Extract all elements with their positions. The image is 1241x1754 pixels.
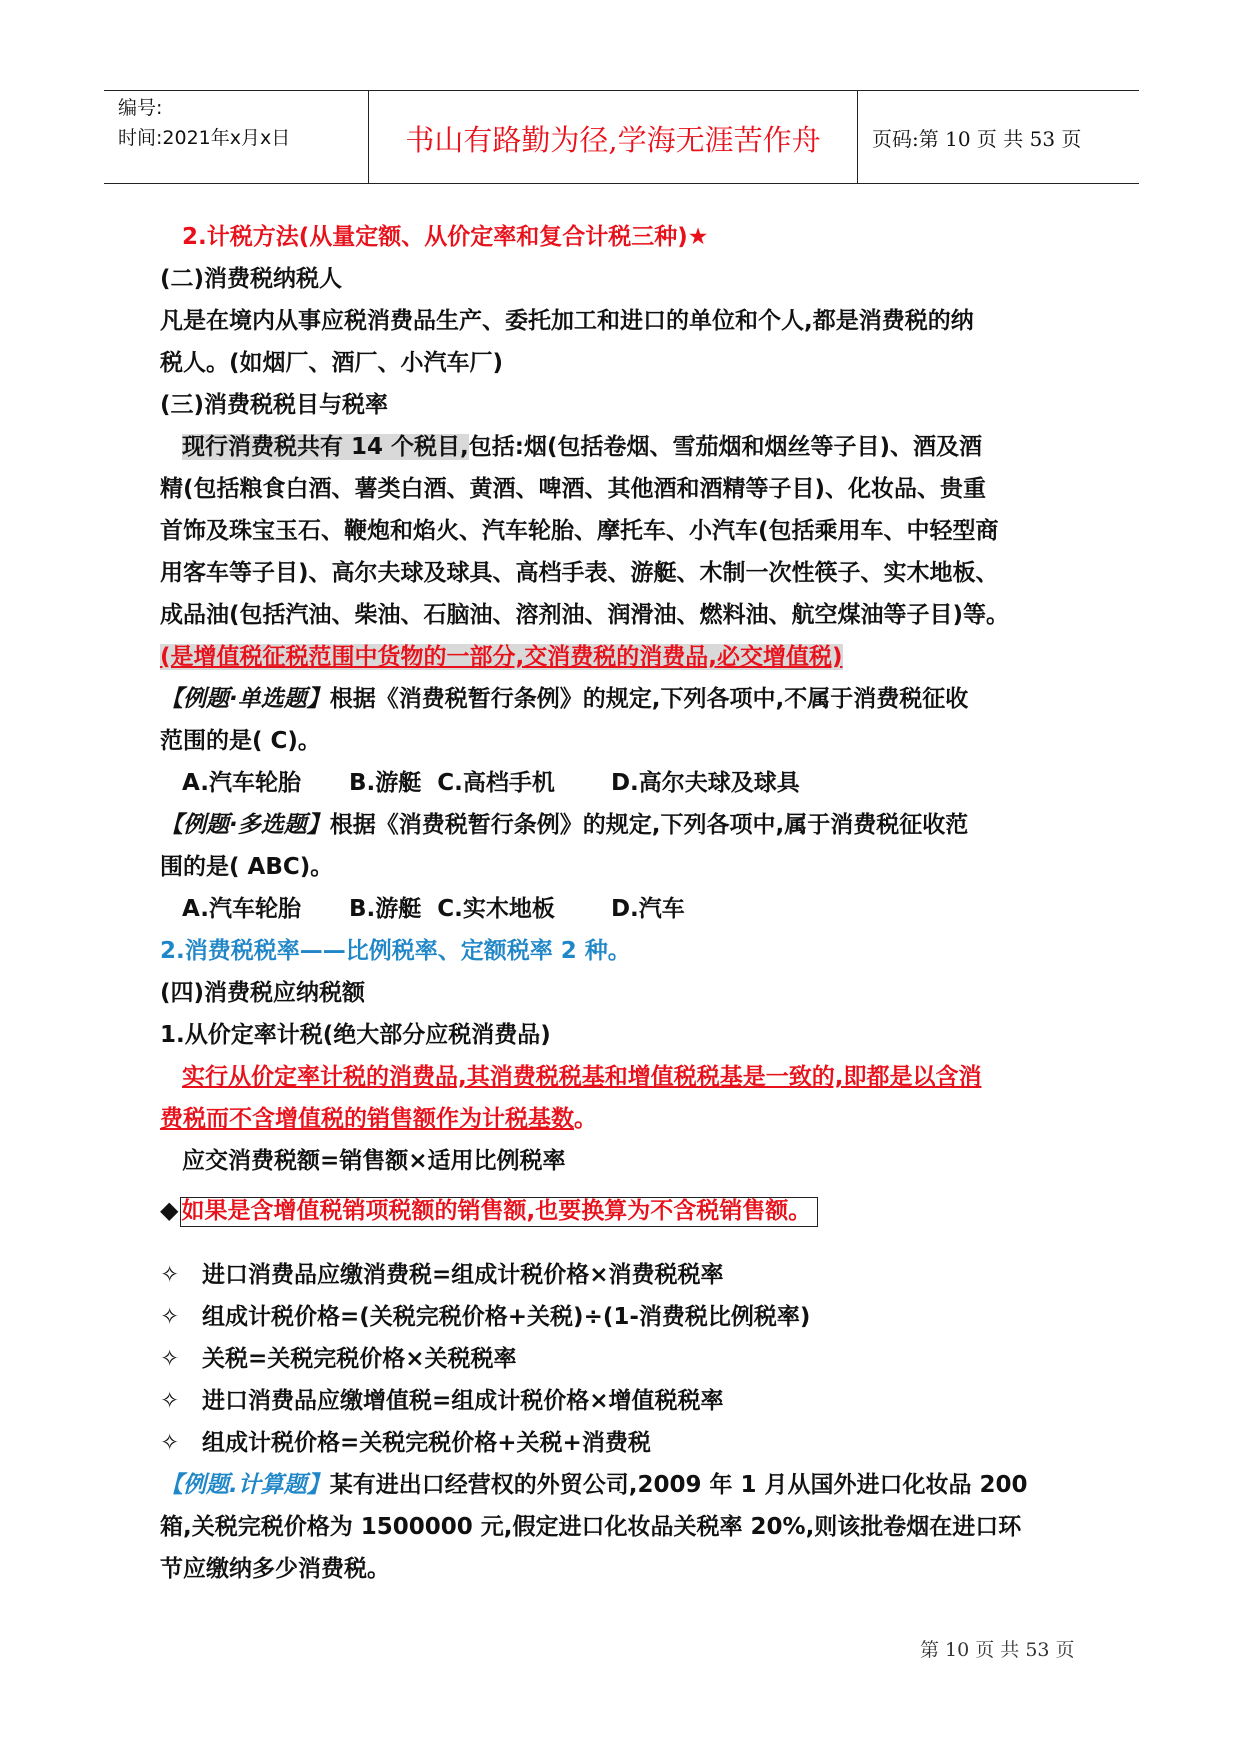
paragraph-line: 围的是( ABC)。 [160, 854, 334, 880]
paragraph-line: 税人。(如烟厂、酒厂、小汽车厂) [160, 350, 504, 376]
paragraph-line: 首饰及珠宝玉石、鞭炮和焰火、汽车轮胎、摩托车、小汽车(包括乘用车、中轻型商 [160, 518, 999, 544]
header-page-label: 页码:第 10 页 共 53 页 [872, 127, 1082, 151]
note-line [160, 638, 843, 671]
formula-text: 组成计税价格=关税完税价格+关税+消费税 [202, 1430, 651, 1456]
boxed-note [160, 1192, 818, 1225]
formula-text: 关税=关税完税价格×关税税率 [202, 1346, 517, 1372]
highlighted-note: (是增值税征税范围中货物的一部分,交消费税的消费品,必交增值税) [160, 644, 843, 670]
example-text: 根据《消费税暂行条例》的规定,下列各项中,不属于消费税征收 [329, 686, 969, 712]
section-heading: 2.计税方法(从量定额、从价定率和复合计税三种)★ [182, 224, 709, 250]
example-tag: 【例题.计算题】 [160, 1472, 330, 1498]
example-text: 根据《消费税暂行条例》的规定,下列各项中,属于消费税征收范 [329, 812, 969, 838]
formula-bullet [160, 1382, 724, 1415]
star-bullet-icon: ✧ [160, 1346, 180, 1372]
formula-bullet [160, 1340, 517, 1373]
page-header [104, 90, 1139, 184]
star-bullet-icon: ✧ [160, 1262, 180, 1288]
star-bullet-icon: ✧ [160, 1430, 180, 1456]
diamond-bullet-icon: ◆ [160, 1196, 179, 1224]
highlighted-text: 现行消费税共有 14 个税目, [182, 434, 469, 460]
section-heading: 2.消费税税率——比例税率、定额税率 2 种。 [160, 938, 631, 964]
example-text: 某有进出口经营权的外贸公司,2009 年 1 月从国外进口化妆品 200 [329, 1472, 1028, 1498]
example-question [160, 680, 968, 713]
answer-options: A.汽车轮胎 B.游艇 C.实木地板 D.汽车 [182, 896, 685, 922]
subsection-heading: 1.从价定率计税(绝大部分应税消费品) [160, 1022, 551, 1048]
example-tag: 【例题·单选题】 [160, 686, 330, 712]
page-footer: 第 10 页 共 53 页 [920, 1639, 1075, 1661]
formula-bullet [160, 1424, 651, 1457]
paragraph-text: 包括:烟(包括卷烟、雪茄烟和烟丝等子目)、酒及酒 [468, 434, 982, 460]
header-divider [857, 91, 858, 183]
paragraph-line [182, 428, 982, 461]
formula-bullet [160, 1256, 724, 1289]
paragraph-line: 节应缴纳多少消费税。 [160, 1556, 390, 1582]
section-heading: (三)消费税税目与税率 [160, 392, 389, 418]
formula-line: 应交消费税额=销售额×适用比例税率 [182, 1148, 566, 1174]
header-divider [368, 91, 369, 183]
formula-text: 进口消费品应缴增值税=组成计税价格×增值税税率 [202, 1388, 724, 1414]
example-tag: 【例题·多选题】 [160, 812, 330, 838]
paragraph-line: 范围的是( C)。 [160, 728, 321, 754]
emphasis-period: 。 [574, 1106, 597, 1132]
emphasis-text: 费税而不含增值税的销售额作为计税基数 [160, 1106, 574, 1132]
header-number-label: 编号: [118, 97, 163, 119]
emphasis-line: 实行从价定率计税的消费品,其消费税税基和增值税税基是一致的,即都是以含消 [182, 1064, 982, 1090]
formula-text: 进口消费品应缴消费税=组成计税价格×消费税税率 [202, 1262, 724, 1288]
section-heading: (二)消费税纳税人 [160, 266, 343, 292]
formula-text: 组成计税价格=(关税完税价格+关税)÷(1-消费税比例税率) [202, 1304, 811, 1330]
header-meta [118, 93, 290, 153]
paragraph-line: 箱,关税完税价格为 1500000 元,假定进口化妆品关税率 20%,则该批卷烟在进口环 [160, 1514, 1022, 1540]
emphasis-line [160, 1100, 597, 1133]
section-heading: (四)消费税应纳税额 [160, 980, 366, 1006]
header-time-label: 时间:2021年x月x日 [118, 127, 291, 149]
paragraph-line: 用客车等子目)、高尔夫球及球具、高档手表、游艇、木制一次性筷子、实木地板、 [160, 560, 999, 586]
answer-options: A.汽车轮胎 B.游艇 C.高档手机 D.高尔夫球及球具 [182, 770, 800, 796]
example-question [160, 806, 968, 839]
star-bullet-icon: ✧ [160, 1304, 180, 1330]
header-motto: 书山有路勤为径,学海无涯苦作舟 [405, 123, 821, 157]
boxed-note-text: 如果是含增值税销项税额的销售额,也要换算为不含税销售额。 [180, 1197, 818, 1227]
paragraph-line: 精(包括粮食白酒、薯类白酒、黄酒、啤酒、其他酒和酒精等子目)、化妆品、贵重 [160, 476, 987, 502]
paragraph-line: 成品油(包括汽油、柴油、石脑油、溶剂油、润滑油、燃料油、航空煤油等子目)等。 [160, 602, 1010, 628]
star-bullet-icon: ✧ [160, 1388, 180, 1414]
formula-bullet [160, 1298, 810, 1331]
example-question [160, 1466, 1028, 1499]
paragraph-line: 凡是在境内从事应税消费品生产、委托加工和进口的单位和个人,都是消费税的纳 [160, 308, 974, 334]
